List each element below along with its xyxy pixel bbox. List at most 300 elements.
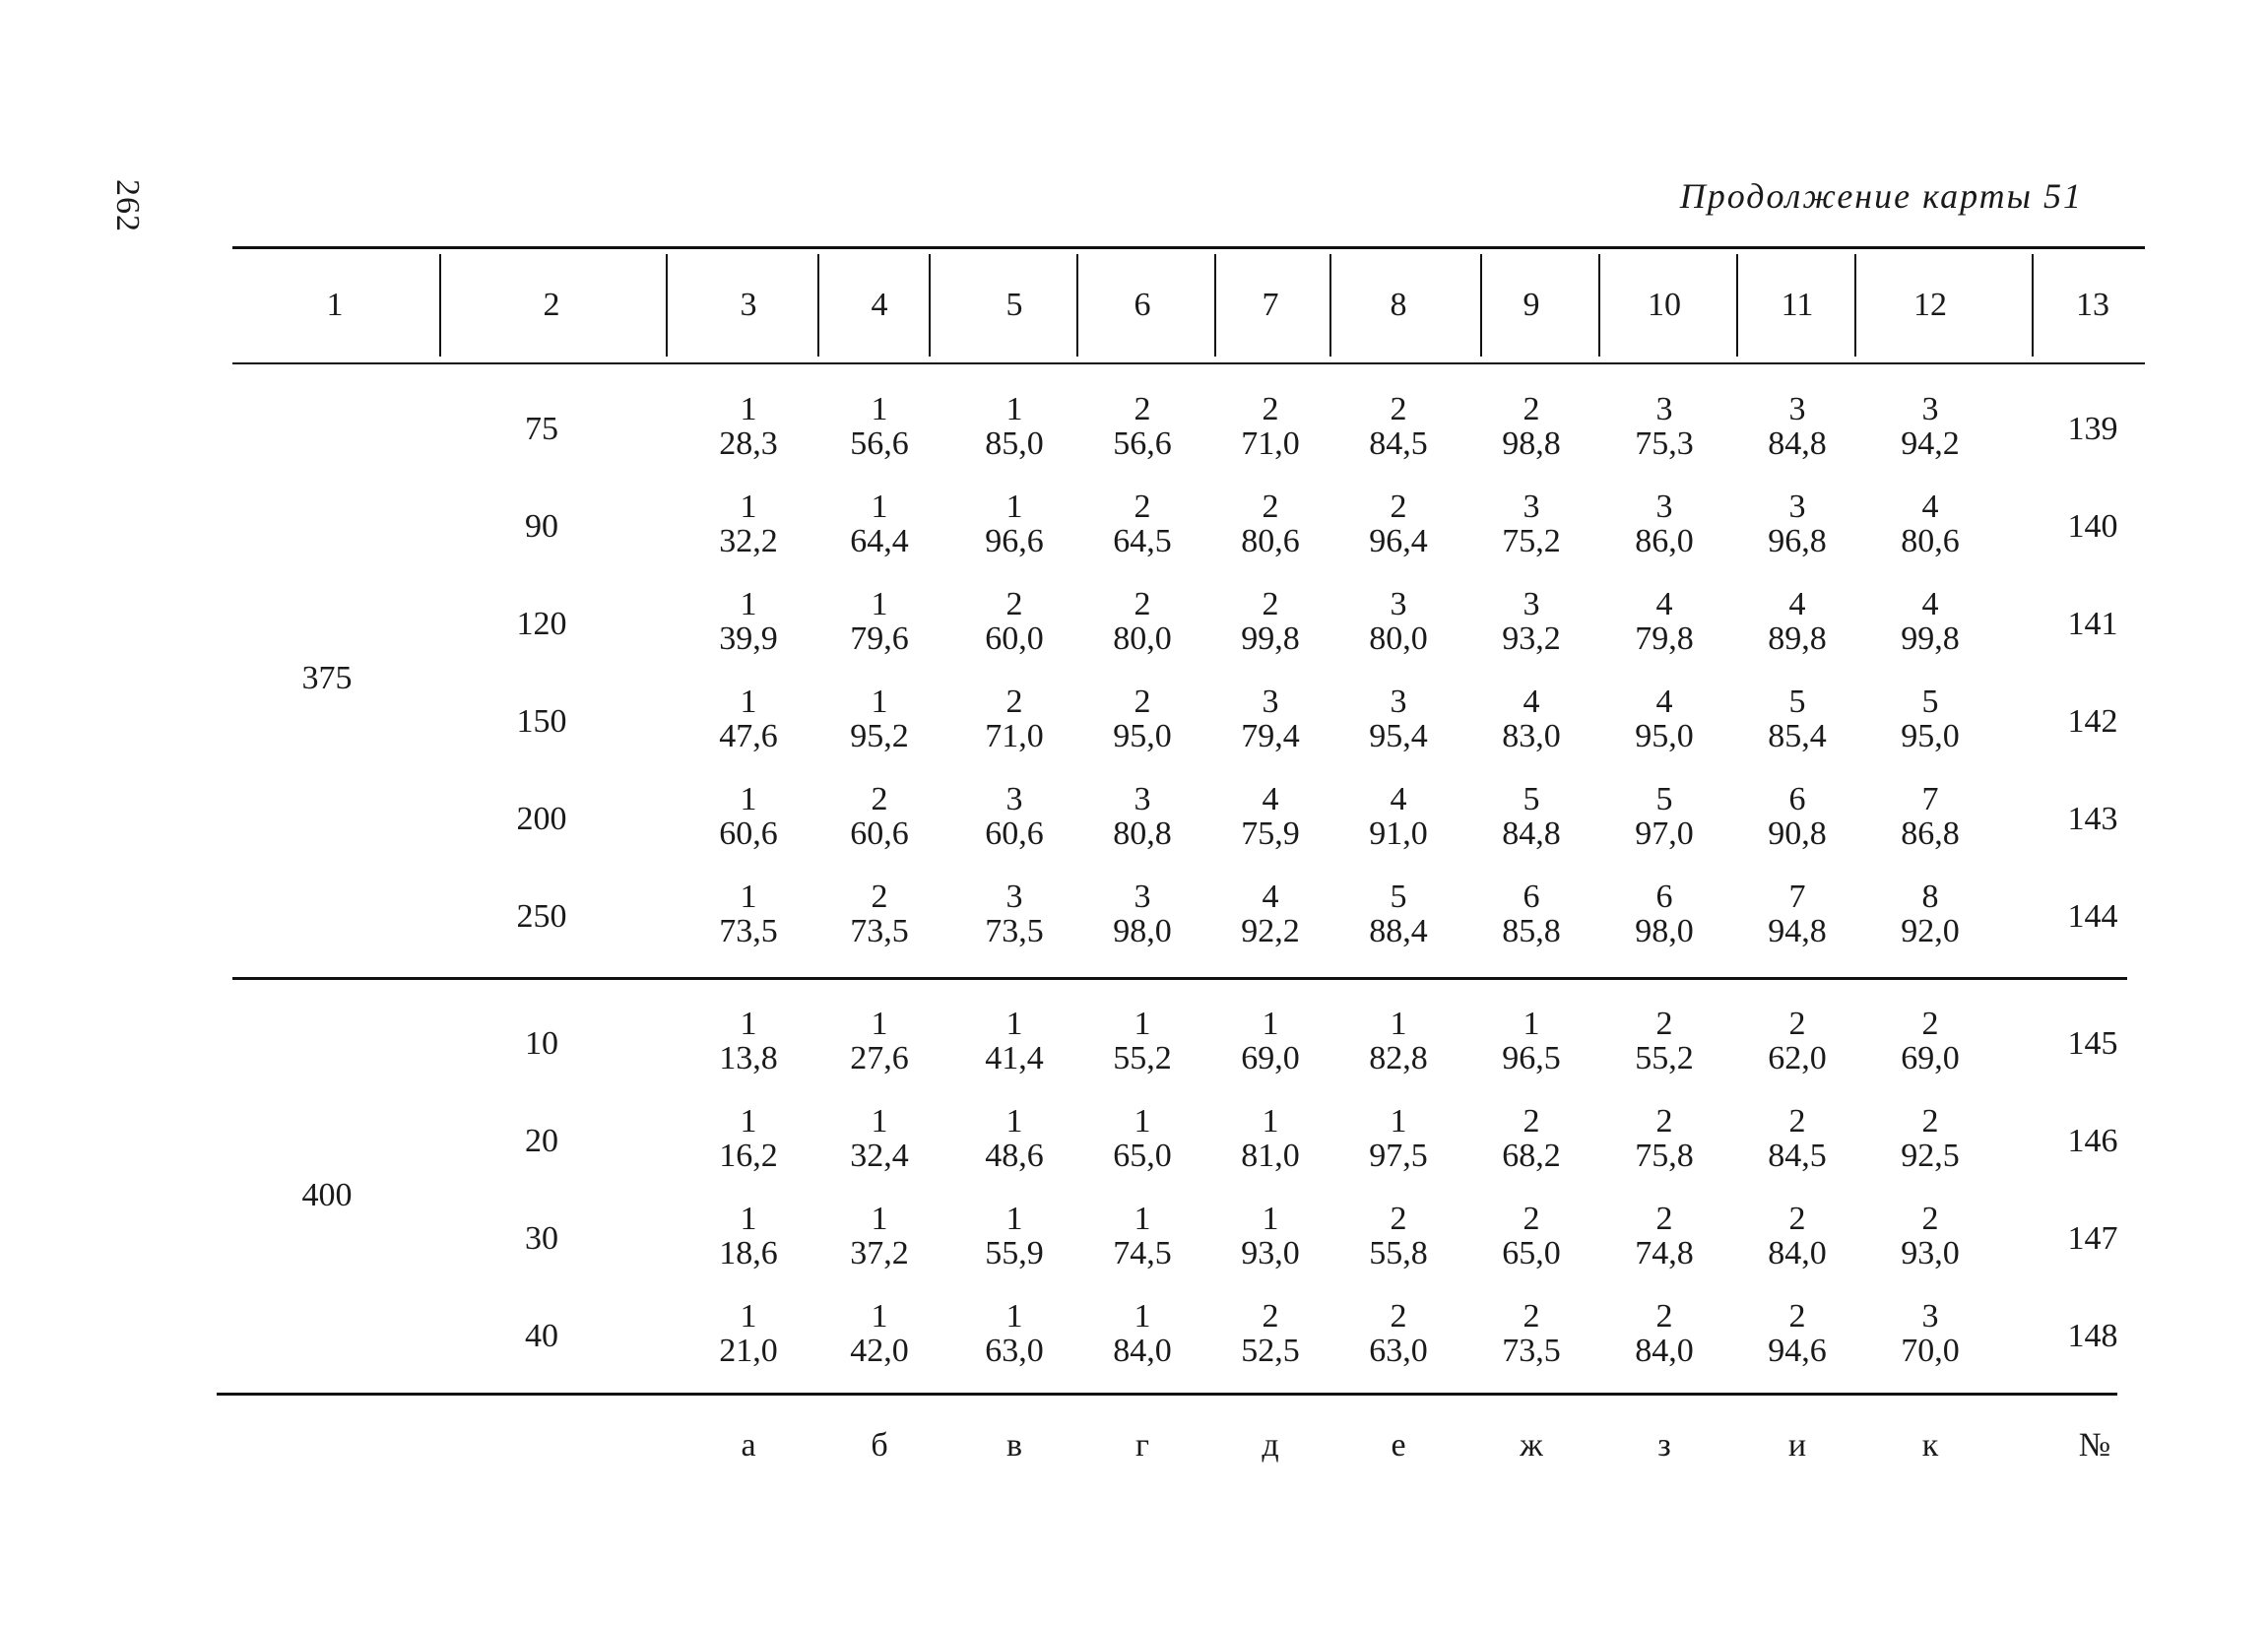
denominator: 75,9 — [1241, 815, 1300, 852]
fraction-cell — [820, 782, 939, 851]
denominator: 39,9 — [719, 620, 778, 657]
fraction-cell — [1083, 684, 1201, 753]
numerator: 8 — [1921, 879, 1939, 915]
fraction-cell — [1605, 392, 1723, 461]
fraction-cell — [1472, 1299, 1590, 1368]
fraction-cell — [1339, 684, 1458, 753]
fraction-cell — [1605, 1299, 1723, 1368]
numerator: 2 — [1134, 586, 1151, 622]
row-number: 140 — [2067, 508, 2118, 545]
numerator: 1 — [1005, 489, 1023, 525]
numerator: 5 — [1655, 781, 1673, 817]
numerator: 1 — [740, 1201, 757, 1237]
numerator: 3 — [1005, 781, 1023, 817]
row-number: 148 — [2067, 1318, 2118, 1354]
fraction-cell — [955, 1104, 1073, 1173]
denominator: 27,6 — [850, 1040, 909, 1076]
fraction-cell — [1472, 880, 1590, 948]
footer-label: а — [741, 1427, 756, 1464]
denominator: 96,4 — [1369, 523, 1428, 559]
header-separator — [1214, 254, 1216, 357]
numerator: 1 — [740, 1298, 757, 1335]
denominator: 73,5 — [719, 913, 778, 949]
numerator: 1 — [1005, 391, 1023, 427]
denominator: 70,0 — [1901, 1333, 1960, 1369]
denominator: 86,8 — [1901, 815, 1960, 852]
fraction-cell — [1339, 1299, 1458, 1368]
fraction-cell — [820, 587, 939, 656]
denominator: 83,0 — [1502, 718, 1561, 754]
fraction-cell — [1083, 1202, 1201, 1271]
denominator: 80,0 — [1113, 620, 1172, 657]
numerator: 1 — [740, 879, 757, 915]
numerator: 5 — [1921, 684, 1939, 720]
numerator: 1 — [871, 391, 888, 427]
numerator: 2 — [1788, 1298, 1806, 1335]
numerator: 3 — [1005, 879, 1023, 915]
row-number: 144 — [2067, 898, 2118, 935]
row-value-col2: 20 — [525, 1123, 558, 1159]
numerator: 5 — [1390, 879, 1407, 915]
denominator: 80,8 — [1113, 815, 1172, 852]
numerator: 1 — [740, 684, 757, 720]
header-separator — [439, 254, 441, 357]
denominator: 65,0 — [1113, 1138, 1172, 1174]
denominator: 47,6 — [719, 718, 778, 754]
numerator: 2 — [1262, 489, 1279, 525]
denominator: 64,5 — [1113, 523, 1172, 559]
header-separator — [1598, 254, 1600, 357]
numerator: 1 — [1262, 1103, 1279, 1140]
numerator: 2 — [1134, 489, 1151, 525]
denominator: 92,0 — [1901, 913, 1960, 949]
numerator: 1 — [871, 586, 888, 622]
denominator: 73,5 — [1502, 1333, 1561, 1369]
fraction-cell — [689, 1299, 808, 1368]
numerator: 1 — [740, 1103, 757, 1140]
denominator: 92,2 — [1241, 913, 1300, 949]
fraction-cell — [689, 880, 808, 948]
fraction-cell — [1472, 1007, 1590, 1075]
numerator: 2 — [1262, 1298, 1279, 1335]
denominator: 93,0 — [1901, 1235, 1960, 1271]
numerator: 2 — [1005, 684, 1023, 720]
numerator: 2 — [1921, 1201, 1939, 1237]
fraction-cell — [955, 782, 1073, 851]
numerator: 2 — [871, 879, 888, 915]
denominator: 99,8 — [1241, 620, 1300, 657]
numerator: 7 — [1921, 781, 1939, 817]
column-header: 7 — [1262, 287, 1279, 323]
column-header: 5 — [1005, 287, 1023, 323]
denominator: 84,0 — [1635, 1333, 1694, 1369]
numerator: 4 — [1788, 586, 1806, 622]
denominator: 63,0 — [1369, 1333, 1428, 1369]
denominator: 92,5 — [1901, 1138, 1960, 1174]
fraction-cell — [1871, 684, 1989, 753]
numerator: 2 — [1788, 1103, 1806, 1140]
denominator: 21,0 — [719, 1333, 778, 1369]
table-bottom-rule — [217, 1393, 2117, 1396]
numerator: 3 — [1788, 391, 1806, 427]
denominator: 91,0 — [1369, 815, 1428, 852]
denominator: 62,0 — [1768, 1040, 1827, 1076]
denominator: 84,0 — [1768, 1235, 1827, 1271]
fraction-cell — [1871, 587, 1989, 656]
numerator: 1 — [871, 1298, 888, 1335]
row-number: 143 — [2067, 801, 2118, 837]
column-header: 3 — [740, 287, 757, 323]
denominator: 85,4 — [1768, 718, 1827, 754]
fraction-cell — [1083, 392, 1201, 461]
denominator: 74,5 — [1113, 1235, 1172, 1271]
row-number: 141 — [2067, 606, 2118, 642]
denominator: 56,6 — [1113, 425, 1172, 462]
numerator: 2 — [1655, 1103, 1673, 1140]
fraction-cell — [820, 1299, 939, 1368]
denominator: 97,5 — [1369, 1138, 1428, 1174]
numerator: 3 — [1655, 489, 1673, 525]
numerator: 2 — [1655, 1006, 1673, 1042]
fraction-cell — [1339, 782, 1458, 851]
numerator: 4 — [1921, 586, 1939, 622]
fraction-cell — [1605, 782, 1723, 851]
denominator: 96,6 — [985, 523, 1044, 559]
denominator: 37,2 — [850, 1235, 909, 1271]
denominator: 55,2 — [1635, 1040, 1694, 1076]
numerator: 3 — [1523, 586, 1540, 622]
row-value-col2: 90 — [525, 508, 558, 545]
denominator: 94,6 — [1768, 1333, 1827, 1369]
numerator: 3 — [1788, 489, 1806, 525]
denominator: 79,6 — [850, 620, 909, 657]
numerator: 1 — [871, 1201, 888, 1237]
denominator: 41,4 — [985, 1040, 1044, 1076]
denominator: 95,0 — [1113, 718, 1172, 754]
fraction-cell — [1083, 880, 1201, 948]
header-top-rule — [232, 246, 2145, 249]
numerator: 3 — [1134, 781, 1151, 817]
numerator: 1 — [740, 781, 757, 817]
fraction-cell — [1083, 782, 1201, 851]
fraction-cell — [1738, 782, 1856, 851]
fraction-cell — [1339, 392, 1458, 461]
fraction-cell — [1871, 1299, 1989, 1368]
denominator: 80,0 — [1369, 620, 1428, 657]
fraction-cell — [1083, 1007, 1201, 1075]
fraction-cell — [1339, 1202, 1458, 1271]
fraction-cell — [1472, 782, 1590, 851]
denominator: 86,0 — [1635, 523, 1694, 559]
denominator: 95,0 — [1901, 718, 1960, 754]
numerator: 2 — [1655, 1298, 1673, 1335]
denominator: 95,2 — [850, 718, 909, 754]
denominator: 84,5 — [1768, 1138, 1827, 1174]
numerator: 4 — [1655, 586, 1673, 622]
fraction-cell — [820, 392, 939, 461]
denominator: 32,2 — [719, 523, 778, 559]
numerator: 3 — [1262, 684, 1279, 720]
header-separator — [1480, 254, 1482, 357]
fraction-cell — [820, 1202, 939, 1271]
numerator: 1 — [740, 1006, 757, 1042]
denominator: 95,0 — [1635, 718, 1694, 754]
fraction-cell — [1339, 1104, 1458, 1173]
numerator: 2 — [1523, 1103, 1540, 1140]
fraction-cell — [955, 1007, 1073, 1075]
fraction-cell — [1083, 1104, 1201, 1173]
denominator: 69,0 — [1901, 1040, 1960, 1076]
group-value-col1: 375 — [301, 660, 353, 696]
fraction-cell — [1605, 1104, 1723, 1173]
header-separator — [666, 254, 668, 357]
fraction-cell — [1472, 392, 1590, 461]
fraction-cell — [1605, 1202, 1723, 1271]
fraction-cell — [1472, 489, 1590, 558]
numerator: 1 — [1390, 1103, 1407, 1140]
numerator: 4 — [1921, 489, 1939, 525]
row-value-col2: 250 — [516, 898, 567, 935]
row-number: 139 — [2067, 411, 2118, 447]
denominator: 52,5 — [1241, 1333, 1300, 1369]
footer-label: д — [1262, 1427, 1279, 1464]
fraction-cell — [689, 392, 808, 461]
numerator: 2 — [1134, 684, 1151, 720]
denominator: 73,5 — [850, 913, 909, 949]
numerator: 2 — [1921, 1103, 1939, 1140]
column-header: 6 — [1134, 287, 1151, 323]
numerator: 2 — [1523, 1201, 1540, 1237]
numerator: 2 — [1921, 1006, 1939, 1042]
denominator: 79,8 — [1635, 620, 1694, 657]
denominator: 55,9 — [985, 1235, 1044, 1271]
denominator: 82,8 — [1369, 1040, 1428, 1076]
numerator: 7 — [1788, 879, 1806, 915]
fraction-cell — [955, 392, 1073, 461]
numerator: 2 — [1390, 489, 1407, 525]
fraction-cell — [1871, 1007, 1989, 1075]
row-number: 147 — [2067, 1220, 2118, 1257]
fraction-cell — [1211, 782, 1329, 851]
header-separator — [817, 254, 819, 357]
fraction-cell — [955, 684, 1073, 753]
fraction-cell — [1605, 587, 1723, 656]
fraction-cell — [1871, 1104, 1989, 1173]
denominator: 97,0 — [1635, 815, 1694, 852]
denominator: 32,4 — [850, 1138, 909, 1174]
numerator: 1 — [1134, 1298, 1151, 1335]
denominator: 63,0 — [985, 1333, 1044, 1369]
fraction-cell — [1472, 684, 1590, 753]
denominator: 98,0 — [1113, 913, 1172, 949]
fraction-cell — [1472, 1104, 1590, 1173]
header-separator — [1329, 254, 1331, 357]
numerator: 1 — [1005, 1006, 1023, 1042]
footer-label: б — [871, 1427, 888, 1464]
denominator: 56,6 — [850, 425, 909, 462]
footer-label: и — [1787, 1427, 1807, 1464]
fraction-cell — [1083, 1299, 1201, 1368]
footer-label: к — [1921, 1427, 1939, 1464]
denominator: 96,8 — [1768, 523, 1827, 559]
row-value-col2: 120 — [516, 606, 567, 642]
fraction-cell — [1738, 880, 1856, 948]
fraction-cell — [1211, 684, 1329, 753]
fraction-cell — [1083, 489, 1201, 558]
footer-label: е — [1391, 1427, 1406, 1464]
numerator: 2 — [1523, 1298, 1540, 1335]
numerator: 1 — [1262, 1201, 1279, 1237]
denominator: 69,0 — [1241, 1040, 1300, 1076]
fraction-cell — [955, 1202, 1073, 1271]
row-value-col2: 10 — [525, 1025, 558, 1062]
numerator: 4 — [1390, 781, 1407, 817]
numerator: 2 — [1523, 391, 1540, 427]
column-header: 8 — [1390, 287, 1407, 323]
fraction-cell — [1738, 392, 1856, 461]
denominator: 13,8 — [719, 1040, 778, 1076]
fraction-cell — [1211, 489, 1329, 558]
denominator: 84,8 — [1502, 815, 1561, 852]
fraction-cell — [1738, 1104, 1856, 1173]
fraction-cell — [820, 1104, 939, 1173]
fraction-cell — [1211, 587, 1329, 656]
denominator: 84,5 — [1369, 425, 1428, 462]
denominator: 64,4 — [850, 523, 909, 559]
denominator: 65,0 — [1502, 1235, 1561, 1271]
numerator: 1 — [740, 391, 757, 427]
footer-label: з — [1657, 1427, 1671, 1464]
numerator: 3 — [1134, 879, 1151, 915]
column-header: 9 — [1523, 287, 1540, 323]
group-value-col1: 400 — [301, 1177, 353, 1213]
denominator: 71,0 — [985, 718, 1044, 754]
numerator: 1 — [1134, 1006, 1151, 1042]
numerator: 1 — [740, 489, 757, 525]
numerator: 1 — [1134, 1201, 1151, 1237]
numerator: 1 — [871, 489, 888, 525]
denominator: 94,8 — [1768, 913, 1827, 949]
denominator: 55,8 — [1369, 1235, 1428, 1271]
numerator: 4 — [1655, 684, 1673, 720]
numerator: 3 — [1390, 684, 1407, 720]
numerator: 1 — [1523, 1006, 1540, 1042]
row-value-col2: 30 — [525, 1220, 558, 1257]
numerator: 6 — [1523, 879, 1540, 915]
fraction-cell — [689, 1202, 808, 1271]
row-value-col2: 150 — [516, 703, 567, 740]
numerator: 1 — [1390, 1006, 1407, 1042]
column-header: 13 — [2076, 287, 2109, 323]
denominator: 48,6 — [985, 1138, 1044, 1174]
column-header: 4 — [871, 287, 888, 323]
denominator: 98,8 — [1502, 425, 1561, 462]
denominator: 98,0 — [1635, 913, 1694, 949]
numerator: 1 — [1005, 1103, 1023, 1140]
fraction-cell — [1211, 1007, 1329, 1075]
fraction-cell — [1211, 1104, 1329, 1173]
fraction-cell — [689, 1104, 808, 1173]
denominator: 75,3 — [1635, 425, 1694, 462]
fraction-cell — [1211, 1299, 1329, 1368]
denominator: 73,5 — [985, 913, 1044, 949]
denominator: 85,8 — [1502, 913, 1561, 949]
fraction-cell — [1605, 1007, 1723, 1075]
header-separator — [2032, 254, 2034, 357]
numerator: 5 — [1523, 781, 1540, 817]
fraction-cell — [1738, 1299, 1856, 1368]
fraction-cell — [1871, 1202, 1989, 1271]
fraction-cell — [1738, 1202, 1856, 1271]
fraction-cell — [1738, 489, 1856, 558]
numerator: 2 — [1134, 391, 1151, 427]
caption: Продолжение карты 51 — [1679, 176, 2083, 216]
denominator: 79,4 — [1241, 718, 1300, 754]
denominator: 84,8 — [1768, 425, 1827, 462]
denominator: 60,0 — [985, 620, 1044, 657]
footer-label: в — [1005, 1427, 1023, 1464]
fraction-cell — [1871, 782, 1989, 851]
row-value-col2: 75 — [525, 411, 558, 447]
denominator: 18,6 — [719, 1235, 778, 1271]
denominator: 60,6 — [985, 815, 1044, 852]
fraction-cell — [955, 880, 1073, 948]
numerator: 3 — [1921, 391, 1939, 427]
denominator: 28,3 — [719, 425, 778, 462]
fraction-cell — [689, 1007, 808, 1075]
denominator: 81,0 — [1241, 1138, 1300, 1174]
footer-label: г — [1135, 1427, 1149, 1464]
denominator: 60,6 — [719, 815, 778, 852]
numerator: 3 — [1655, 391, 1673, 427]
column-header: 1 — [326, 287, 344, 323]
row-number: 146 — [2067, 1123, 2118, 1159]
fraction-cell — [1871, 489, 1989, 558]
header-separator — [1854, 254, 1856, 357]
fraction-cell — [1339, 489, 1458, 558]
denominator: 80,6 — [1241, 523, 1300, 559]
numerator: 1 — [1005, 1201, 1023, 1237]
denominator: 93,0 — [1241, 1235, 1300, 1271]
denominator: 93,2 — [1502, 620, 1561, 657]
fraction-cell — [1083, 587, 1201, 656]
numerator: 4 — [1262, 879, 1279, 915]
numerator: 6 — [1788, 781, 1806, 817]
fraction-cell — [955, 1299, 1073, 1368]
fraction-cell — [955, 489, 1073, 558]
fraction-cell — [1472, 587, 1590, 656]
denominator: 96,5 — [1502, 1040, 1561, 1076]
fraction-cell — [820, 1007, 939, 1075]
numerator: 1 — [740, 586, 757, 622]
fraction-cell — [820, 880, 939, 948]
column-header: 2 — [543, 287, 560, 323]
fraction-cell — [1738, 1007, 1856, 1075]
fraction-cell — [1339, 1007, 1458, 1075]
numerator: 4 — [1523, 684, 1540, 720]
fraction-cell — [1871, 880, 1989, 948]
denominator: 60,6 — [850, 815, 909, 852]
numerator: 2 — [1005, 586, 1023, 622]
denominator: 75,8 — [1635, 1138, 1694, 1174]
numerator: 2 — [1788, 1201, 1806, 1237]
numerator: 1 — [871, 684, 888, 720]
denominator: 16,2 — [719, 1138, 778, 1174]
numerator: 1 — [1134, 1103, 1151, 1140]
numerator: 1 — [871, 1006, 888, 1042]
column-header: 10 — [1648, 287, 1681, 323]
denominator: 88,4 — [1369, 913, 1428, 949]
